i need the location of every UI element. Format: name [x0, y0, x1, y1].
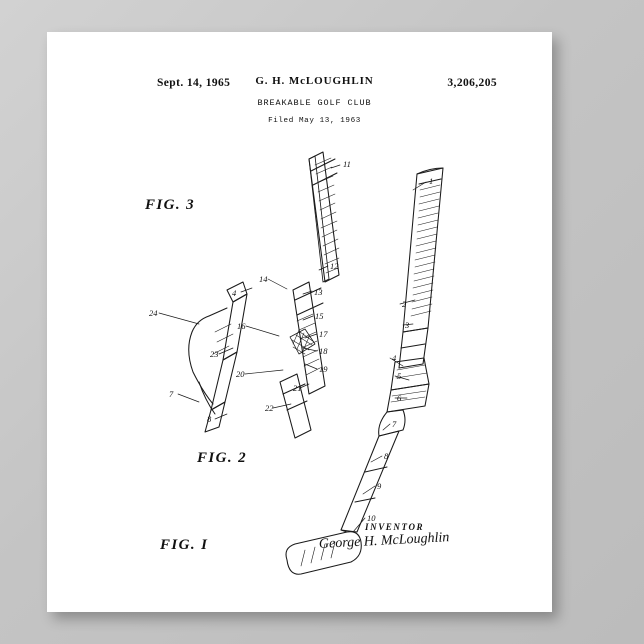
reference-numeral: 4 [392, 353, 397, 363]
figure-label-fig1: FIG. I [160, 537, 209, 553]
reference-numeral: 18 [319, 346, 328, 356]
reference-numeral: 11 [343, 159, 351, 169]
patent-page [47, 32, 552, 612]
reference-numeral: 8 [384, 451, 389, 461]
reference-numeral: 7 [169, 389, 174, 399]
reference-numeral: 15 [315, 311, 324, 321]
reference-numeral: 14 [259, 274, 268, 284]
reference-numeral: 22 [265, 403, 274, 413]
reference-numeral: 17 [319, 329, 328, 339]
reference-numeral: 9 [377, 481, 382, 491]
reference-numeral: 23 [210, 349, 219, 359]
patent-date: Sept. 14, 1965 [157, 77, 231, 89]
reference-numeral: 13 [314, 287, 323, 297]
figure-label-fig3: FIG. 3 [145, 197, 196, 213]
reference-numeral: 8 [207, 414, 212, 424]
reference-numeral: 19 [319, 364, 328, 374]
figure-label-fig2: FIG. 2 [197, 450, 248, 466]
patent-inventor-heading: G. H. McLOUGHLIN [255, 75, 374, 87]
reference-numeral: 6 [397, 393, 402, 403]
reference-numeral: 16 [237, 321, 246, 331]
reference-numeral: 21 [293, 383, 302, 393]
reference-numeral: 1 [429, 176, 434, 186]
reference-numeral: 2 [402, 299, 407, 309]
inventor-label: INVENTOR [365, 522, 425, 532]
reference-numeral: 7 [392, 419, 397, 429]
poster-sheet [47, 32, 552, 612]
reference-numeral: 24 [149, 308, 158, 318]
patent-header-center [47, 75, 552, 125]
inventor-signature: George H. McLoughlin [318, 530, 450, 552]
reference-numeral: 4 [232, 288, 237, 298]
reference-numeral: 12 [330, 261, 339, 271]
reference-numeral: 5 [397, 371, 402, 381]
patent-number: 3,206,205 [447, 77, 497, 89]
patent-title: BREAKABLE GOLF CLUB [257, 98, 372, 108]
reference-numeral: 20 [236, 369, 245, 379]
reference-numeral: 3 [405, 320, 410, 330]
patent-filed-date: Filed May 13, 1963 [268, 117, 361, 125]
reference-numeral: 10 [367, 513, 376, 523]
